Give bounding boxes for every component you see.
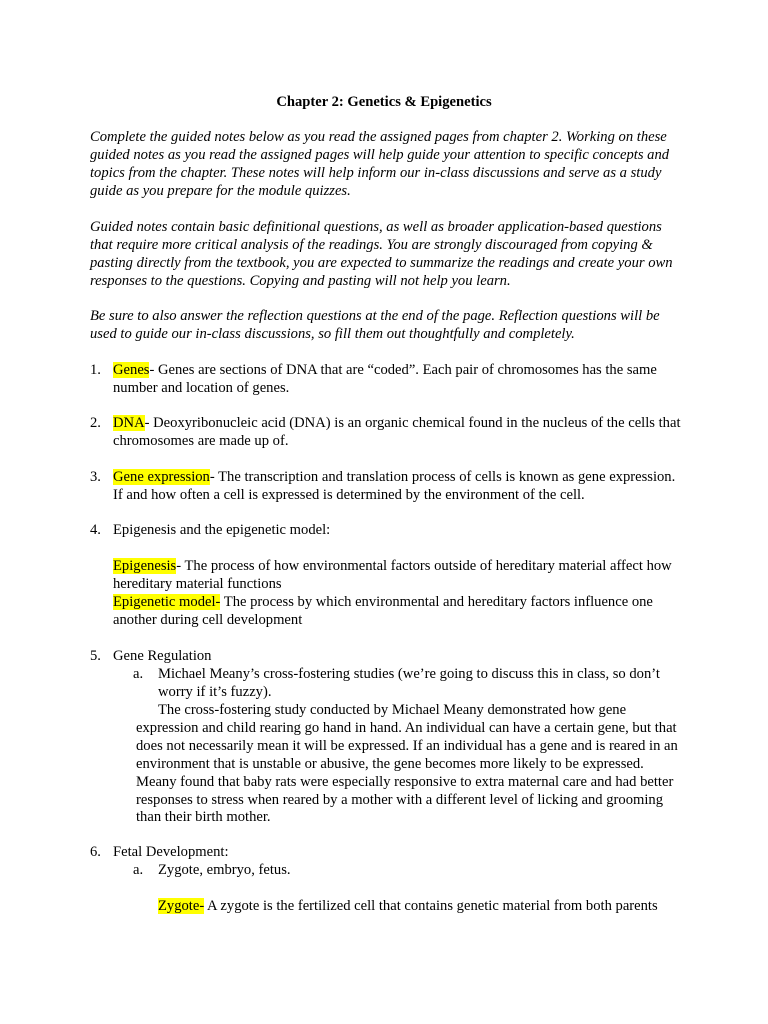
- list-item-fetal-development: [90, 844, 690, 862]
- list-item-dna: [90, 415, 690, 451]
- zygote-definition: [90, 898, 690, 916]
- item-number: 3.: [90, 469, 101, 485]
- epigenetic-model-definition: [90, 594, 690, 630]
- answer-text: The cross-fostering study conducted by Michael Meany demonstrated how gene expression and child rearing go hand in hand. An individual can have a certain gene, but that does not necessarily mean it will be expressed. If an individual has a gene and is reared in an environment that is unstable or abusive, the gene becomes more likely to be expressed. Meany found that baby rats were especially responsive to extra maternal care and had better responses to stress when reared by a mother with a different level of licking and grooming than their birth mother.: [136, 702, 678, 826]
- highlighted-term: Genes: [113, 362, 150, 378]
- definition-text: - The transcription and translation process of cells is known as gene expression. If and how often a cell is expressed is determined by the environment of the cell.: [113, 469, 676, 503]
- meany-answer: [90, 702, 690, 827]
- document-title: Chapter 2: Genetics & Epigenetics: [276, 94, 492, 110]
- item-number: 5.: [90, 648, 101, 664]
- highlighted-term: DNA: [113, 415, 145, 431]
- intro-paragraph-2: Guided notes contain basic definitional questions, as well as broader application-based questions that require more critical analysis of the readings. You are strongly discouraged from copying & pasting directly from the textbook, you are expected to summarize the readings and create your own responses to the questions. Copying and pasting will not help you learn.: [90, 219, 673, 289]
- item-heading: Fetal Development:: [113, 844, 229, 860]
- definition-text: - The process of how environmental factors outside of hereditary material affect how hereditary material functions: [113, 558, 672, 592]
- item-number: 1.: [90, 362, 101, 378]
- definition-text: - Genes are sections of DNA that are “coded”. Each pair of chromosomes has the same number and location of genes.: [113, 362, 657, 396]
- definition-text: A zygote is the fertilized cell that contains genetic material from both parents: [204, 898, 658, 914]
- item-number: 4.: [90, 522, 101, 538]
- sub-item-letter: a.: [133, 666, 144, 682]
- definition-text: The process by which environmental and hereditary factors influence one another during cell development: [113, 594, 653, 628]
- list-item-genes: [90, 362, 690, 398]
- highlighted-term: Zygote-: [158, 898, 205, 914]
- list-item-epigenesis: [90, 522, 690, 540]
- intro-paragraph-3: Be sure to also answer the reflection questions at the end of the page. Reflection questions will be used to guide our in-class discussions, so fill them out thoughtfully and completely.: [90, 308, 660, 342]
- sub-item-text: Michael Meany’s cross-fostering studies (we’re going to discuss this in class, so don’t worry if it’s fuzzy).: [158, 666, 660, 700]
- highlighted-term: Epigenetic model-: [113, 594, 221, 610]
- definition-text: - Deoxyribonucleic acid (DNA) is an organic chemical found in the nucleus of the cells that chromosomes are made up of.: [113, 415, 681, 449]
- item-heading: Gene Regulation: [113, 648, 212, 664]
- item-number: 6.: [90, 844, 101, 860]
- item-number: 2.: [90, 415, 101, 431]
- list-item-gene-regulation: [90, 648, 690, 666]
- sub-item-letter: a.: [133, 862, 144, 878]
- highlighted-term: Gene expression: [113, 469, 210, 485]
- list-item-gene-expression: [90, 469, 690, 505]
- highlighted-term: Epigenesis: [113, 558, 177, 574]
- item-heading: Epigenesis and the epigenetic model:: [113, 522, 331, 538]
- epigenesis-definition: [90, 558, 690, 594]
- sub-item-text: Zygote, embryo, fetus.: [158, 862, 291, 878]
- intro-paragraph-1: Complete the guided notes below as you read the assigned pages from chapter 2. Working on these guided notes as you read the assigned pages will help guide your attention to specific concepts and topics from the chapter. These notes will help inform our in-class discussions and serve as a study guide as you prepare for the module quizzes.: [90, 129, 670, 199]
